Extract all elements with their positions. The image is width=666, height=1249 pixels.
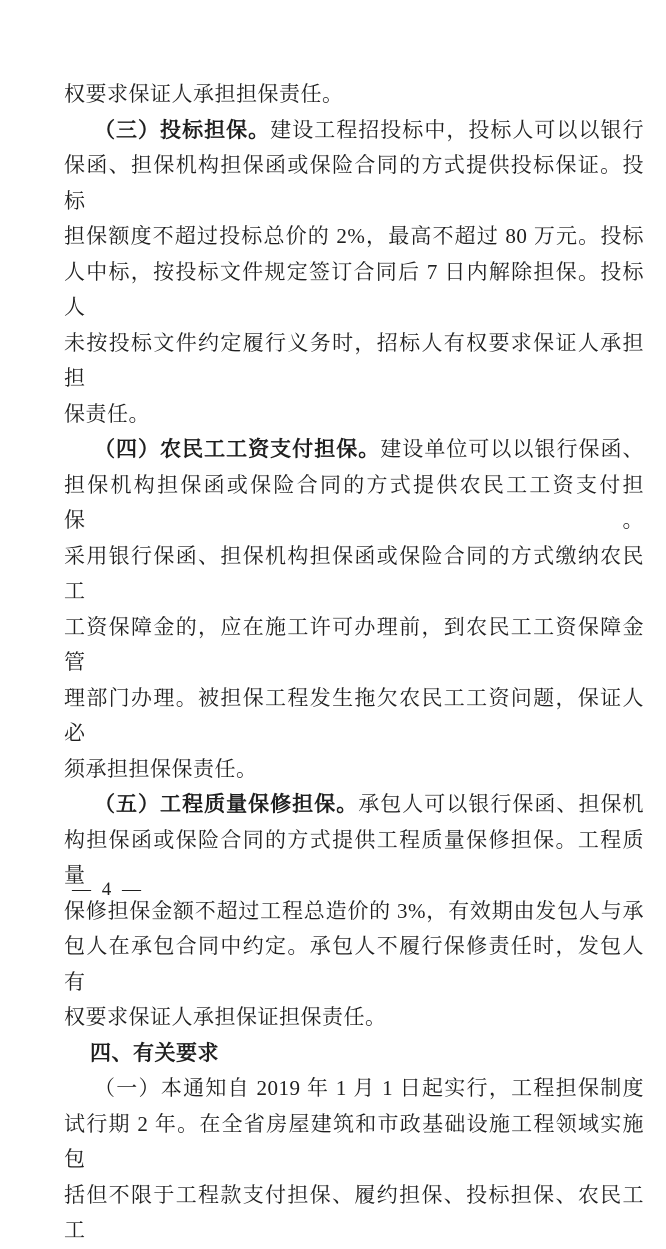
body-line: 理部门办理。被担保工程发生拖欠农民工工资问题，保证人必 bbox=[64, 685, 644, 745]
body-line: 权要求保证人承担保证担保责任。 bbox=[64, 1005, 387, 1029]
body-line: 括但不限于工程款支付担保、履约担保、投标担保、农民工工 bbox=[64, 1182, 644, 1242]
body-line: 须承担担保保责任。 bbox=[64, 756, 258, 781]
paragraph-lead: （三）投标担保。 bbox=[94, 117, 271, 142]
body-line: 构担保函或保险合同的方式提供工程质量保修担保。工程质量 bbox=[64, 827, 644, 887]
page-number: — 4 — bbox=[72, 879, 144, 900]
document-body bbox=[64, 77, 644, 1249]
body-line: 工资保障金的，应在施工许可办理前，到农民工工资保障金管 bbox=[64, 614, 644, 674]
body-line: 担保额度不超过投标总价的 2%，最高不超过 80 万元。投标 bbox=[64, 224, 644, 248]
body-line: 担保机构担保函或保险合同的方式提供农民工工资支付担保。 bbox=[64, 472, 644, 532]
body-line: （一）本通知自 2019 年 1 月 1 日起实行，工程担保制度 bbox=[94, 1076, 644, 1100]
body-line-text: 建设工程招投标中，投标人可以以银行 bbox=[270, 117, 645, 142]
body-line: 保修担保金额不超过工程总造价的 3%，有效期由发包人与承 bbox=[64, 898, 644, 923]
body-line bbox=[64, 432, 644, 468]
paragraph-lead: （四）农民工工资支付担保。 bbox=[94, 437, 381, 461]
body-line: 试行期 2 年。在全省房屋建筑和市政基础设施工程领域实施包 bbox=[64, 1111, 644, 1171]
body-line: 权要求保证人承担担保责任。 bbox=[64, 82, 344, 106]
body-line: 未按投标文件约定履行义务时，招标人有权要求保证人承担担 bbox=[64, 330, 644, 390]
body-line-text: 承包人可以银行保函、担保机 bbox=[358, 792, 644, 816]
body-line: 保责任。 bbox=[64, 401, 150, 426]
body-line bbox=[64, 113, 644, 149]
body-line: 采用银行保函、担保机构担保函或保险合同的方式缴纳农民工 bbox=[64, 543, 644, 603]
paragraph-lead: （五）工程质量保修担保。 bbox=[94, 792, 359, 816]
body-line: 保函、担保机构担保函或保险合同的方式提供投标保证。投标 bbox=[64, 153, 644, 213]
body-line: 人中标，按投标文件规定签订合同后 7 日内解除担保。投标人 bbox=[64, 259, 644, 319]
body-line: 包人在承包合同中约定。承包人不履行保修责任时，发包人有 bbox=[64, 934, 644, 994]
body-line bbox=[64, 787, 644, 823]
body-line-text: 建设单位可以以银行保函、 bbox=[380, 437, 645, 461]
section-heading: 四、有关要求 bbox=[90, 1041, 219, 1065]
